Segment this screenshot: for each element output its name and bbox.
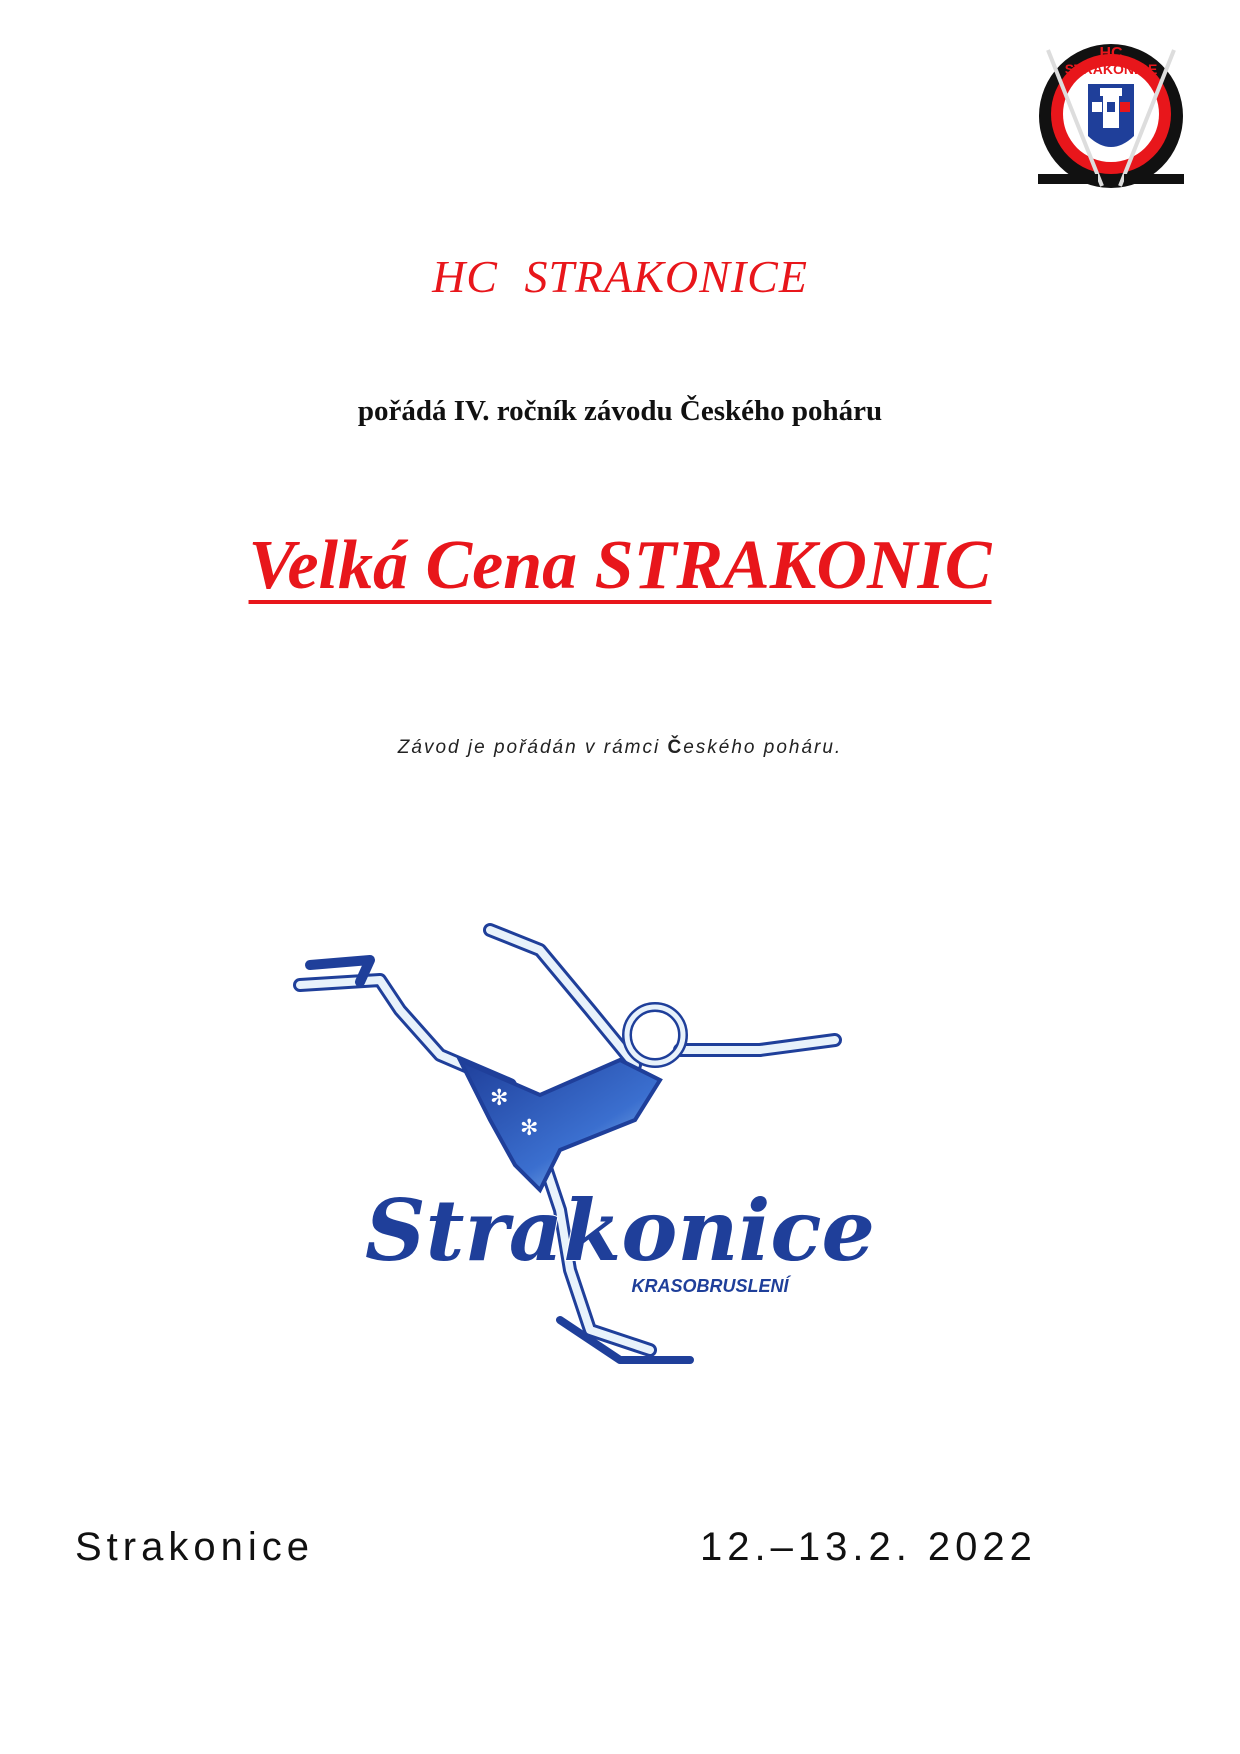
hc-strakonice-logo (1030, 36, 1192, 198)
event-place: Strakonice (75, 1525, 314, 1569)
note (0, 737, 1240, 759)
note-after: eského poháru. (683, 737, 843, 758)
logo-wordmark: Strakonice (365, 1181, 875, 1280)
svg-text:✻: ✻ (520, 1116, 539, 1141)
main-title (0, 527, 1240, 604)
logo-text-line1: HC (1099, 45, 1123, 62)
logo-tagline: KRASOBRUSLENÍ (631, 1276, 789, 1296)
organizer-heading: HC STRAKONICE (432, 251, 808, 302)
note-before: Závod je pořádán v rámci (397, 737, 668, 758)
main-title-text: Velká Cena STRAKONIC (248, 527, 992, 604)
skater-logo (290, 890, 950, 1410)
event-date: 12.–13.2. 2022 (700, 1525, 1037, 1569)
svg-text:✻: ✻ (490, 1086, 509, 1111)
subtitle: pořádá IV. ročník závodu Českého poháru (357, 395, 883, 427)
note-bold-letter: Č (667, 737, 684, 758)
logo-text-line2: STRAKONICE (1064, 61, 1158, 77)
